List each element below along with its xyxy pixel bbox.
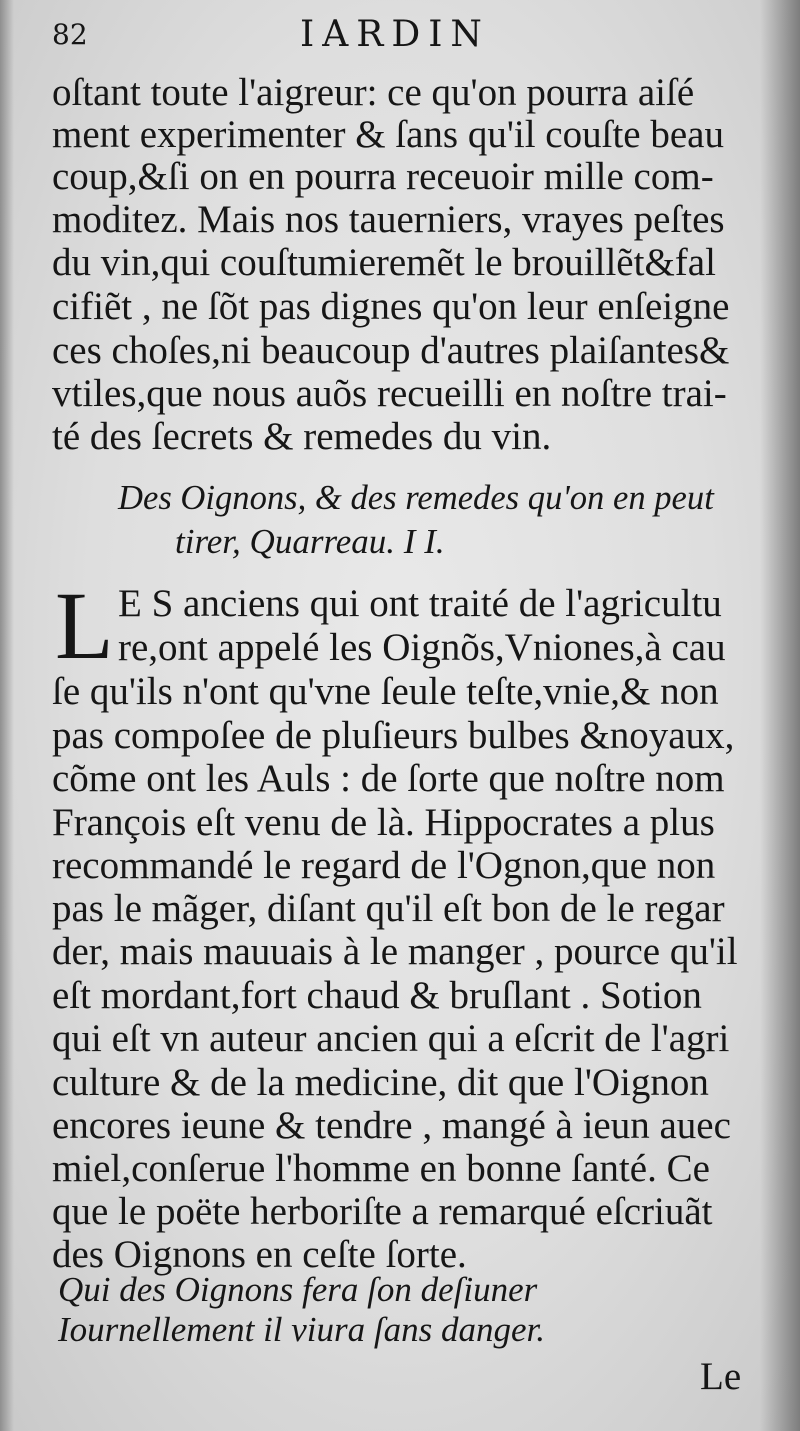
section-heading-line1: Des Oignons, & des remedes qu'on en peut	[118, 478, 714, 517]
verse-line: Iournellement il viura ſans danger.	[58, 1310, 546, 1349]
text-line: ſe qu'ils n'ont qu'vne ſeule teſte,vnie,& non	[52, 670, 719, 713]
text-line: culture & de la medicine, dit que l'Oignon	[52, 1061, 709, 1104]
text-line: qui eſt vn auteur ancien qui a eſcrit de l'agri	[52, 1017, 730, 1060]
text-line: té des ſecrets & remedes du vin.	[52, 415, 552, 458]
text-line: eſt mordant,fort chaud & bruſlant . Sotion	[52, 974, 702, 1017]
text-line: E S anciens qui ont traité de l'agricultu	[118, 582, 722, 625]
page-shadow-left	[0, 0, 14, 1431]
text-line: pas compoſee de pluſieurs bulbes &noyaux,	[52, 714, 735, 757]
text-line: cifiẽt , ne ſõt pas dignes qu'on leur enſeigne	[52, 285, 730, 328]
text-line: que le poëte herboriſte a remarqué eſcriuãt	[52, 1190, 713, 1233]
drop-cap: L	[55, 572, 114, 679]
text-line: du vin,qui couſtumieremẽt le brouillẽt&fal	[52, 241, 716, 284]
text-line: re,ont appelé les Oignõs,Vniones,à cau	[118, 626, 726, 669]
page-number: 82	[52, 18, 88, 51]
text-line: coup,&ſi on en pourra receuoir mille com-	[52, 155, 714, 198]
text-line: ces choſes,ni beaucoup d'autres plaiſantes&	[52, 329, 730, 372]
text-line: oſtant toute l'aigreur: ce qu'on pourra aiſé	[52, 71, 695, 114]
verse-line: Qui des Oignons fera ſon deſiuner	[58, 1270, 538, 1309]
text-line: pas le mãger, diſant qu'il eſt bon de le regar	[52, 887, 725, 930]
text-line: vtiles,que nous auõs recueilli en noſtre trai-	[52, 372, 727, 415]
text-line: der, mais mauuais à le manger , pource qu'il	[52, 930, 738, 973]
page-header	[0, 14, 800, 64]
running-head: IARDIN	[300, 14, 490, 55]
text-line: ment experimenter & ſans qu'il couſte beau	[52, 113, 724, 156]
section-heading-line2: tirer, Quarreau. I I.	[175, 522, 445, 561]
text-line: miel,conſerue l'homme en bonne ſanté. Ce	[52, 1147, 710, 1190]
page-shadow-right	[760, 0, 800, 1431]
catchword: Le	[700, 1355, 742, 1398]
text-line: recommandé le regard de l'Ognon,que non	[52, 844, 716, 887]
text-line: moditez. Mais nos tauerniers, vrayes peſtes	[52, 198, 725, 241]
text-line: cõme ont les Auls : de ſorte que noſtre nom	[52, 757, 725, 800]
text-line: des Oignons en ceſte ſorte.	[52, 1233, 467, 1276]
text-line: encores ieune & tendre , mangé à ieun auec	[52, 1104, 731, 1147]
text-line: François eſt venu de là. Hippocrates a plus	[52, 801, 715, 844]
